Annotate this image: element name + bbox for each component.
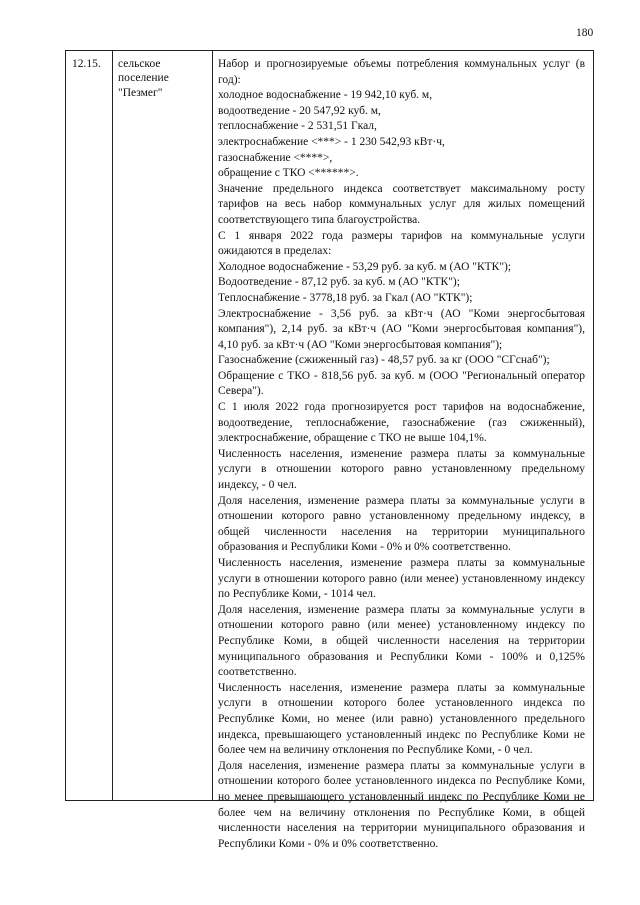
description-cell: [213, 51, 593, 850]
paragraph-share-below-index: Доля населения, изменение размера платы за коммунальные услуги в отношении которого равно (или менее) установленному индексу по Республике Коми, в общей численности населения на территории муниципального образования и Республики Коми - 100% и 0,125% соответственно.: [218, 603, 585, 679]
paragraph-intro: Набор и прогнозируемые объемы потребления коммунальных услуг (в год):: [218, 58, 585, 86]
tariff-cold-water: Холодное водоснабжение - 53,29 руб. за куб. м (АО "КТК");: [218, 260, 512, 273]
tariff-electricity: Электроснабжение - 3,56 руб. за кВт·ч (АО "Коми энергосбытовая компания"), 2,14 руб. за кВт·ч (АО "Коми энергосбытовая компания"), 4,10 руб. за кВт·ч (АО "Коми энергосбытовая компания");: [218, 307, 585, 351]
volume-waste: обращение с ТКО <******>.: [218, 167, 359, 180]
volume-heating: теплоснабжение - 2 531,51 Гкал,: [218, 120, 377, 133]
data-table: [65, 50, 594, 850]
paragraph-july-growth: С 1 июля 2022 года прогнозируется рост тарифов на водоснабжение, водоотведение, теплоснабжение, газоснабжение (газ сжиженный), электроснабжение, обращение с ТКО не выше 104,1%.: [218, 401, 585, 445]
tariff-gas: Газоснабжение (сжиженный газ) - 48,57 руб. за кг (ООО "СГснаб");: [218, 354, 550, 367]
paragraph-population-below-index: Численность населения, изменение размера платы за коммунальные услуги в отношении которого равно (или менее) установленному индексу по Республике Коми, - 1014 чел.: [218, 557, 585, 601]
volume-electricity: электроснабжение <***> - 1 230 542,93 кВт·ч,: [218, 135, 445, 148]
tariff-waste: Обращение с ТКО - 818,56 руб. за куб. м (ООО "Региональный оператор Севера").: [218, 369, 585, 398]
tariff-drainage: Водоотведение - 87,12 руб. за куб. м (АО "КТК");: [218, 276, 460, 289]
page-number: 180: [576, 27, 594, 39]
volume-drainage: водоотведение - 20 547,92 куб. м,: [218, 104, 381, 117]
settlement-name-cell: сельское поселение "Пезмег": [113, 51, 213, 800]
paragraph-population-above-index: Численность населения, изменение размера платы за коммунальные услуги в отношении которого более установленного индекса по Республике Коми, но менее (или равно) установленного предельного индекса, превышающего установленный индекс по Республике Коми не более чем на величину отклонения по Республике Коми, - 0 чел.: [218, 681, 585, 757]
row-number-cell: 12.15.: [66, 51, 113, 800]
paragraph-index-value: Значение предельного индекса соответствует максимальному росту тарифов на весь набор коммунальных услуг для жилых помещений соответствующего типа благоустройства.: [218, 182, 585, 226]
volume-gas: газоснабжение <****>,: [218, 151, 333, 164]
volume-cold-water: холодное водоснабжение - 19 942,10 куб. м,: [218, 89, 433, 102]
tariff-heating: Теплоснабжение - 3778,18 руб. за Гкал (АО "КТК");: [218, 291, 473, 304]
paragraph-share-equal-limit: Доля населения, изменение размера платы за коммунальные услуги в отношении которого равно установленному предельному индексу, в общей численности населения на территории муниципального образования и Республики Коми - 0% и 0% соответственно.: [218, 494, 585, 554]
paragraph-population-equal-limit: Численность населения, изменение размера платы за коммунальные услуги в отношении которого равно установленному предельному индексу, - 0 чел.: [218, 447, 585, 492]
paragraph-share-above-index: Доля населения, изменение размера платы за коммунальные услуги в отношении которого более установленного индекса по Республике Коми, но менее превышающего установленный индекс по Республике Коми не более чем на величину отклонения по Республике Коми, в общей численности населения на территории муниципального образования и Республики Коми - 0% и 0% соответственно.: [218, 759, 585, 850]
paragraph-tariffs-intro: С 1 января 2022 года размеры тарифов на коммунальные услуги ожидаются в пределах:: [218, 229, 585, 258]
